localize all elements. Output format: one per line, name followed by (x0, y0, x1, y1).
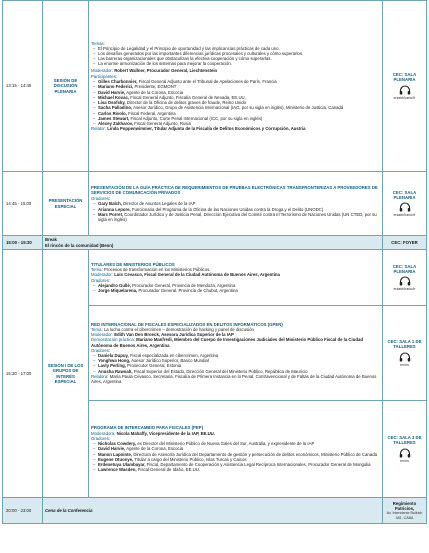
group-heading: TITULARES DE MINISTERIOS PÚBLICOS (91, 261, 175, 267)
themes-label: Temas: (91, 40, 105, 46)
participant-item: – Lisa Osofsky, Director de la Oficina de delitos graves de fraude, Reino Unido (91, 100, 380, 105)
headphones-icon (399, 448, 411, 458)
session-heading: PRESENTACIÓN DE LA GUÍA PRÁCTICA DE REQUERIMIENTOS DE PRUEBAS ELECTRÓNICAS TRANSFRONTERIZAS A PROVEEDORES DE SERVICIOS DE COMUNICACIÓN PRIVADOS (91, 184, 378, 195)
speaker-item: – Lawrence Wasden, Fiscal General de Idaho, EE.UU. (91, 467, 380, 472)
participant-item: – Michael Kovac, Fiscal General Adjunto, Fiscalía General de Nevada, EE.UU. (91, 95, 380, 100)
speaker-item: – Manon Lapointe, Directora de Asesoría Jurídica del Departamento de gestión y persecución de delitos económicos, Ministerio Público de Canadá (91, 452, 380, 457)
demo-line: Demostración práctica: Mariano Manfredi, Miembro del Cuerpo de Investigaciones Judiciales del Ministerio Público Fiscal de la Ciudad Autónoma de Buenos Aires, Argentina (91, 337, 363, 348)
group-content (89, 401, 383, 498)
moderator-line: Moderador: Edith Van Den Broeck, Asesora Jurídica Superior de la IAP (91, 332, 234, 338)
speaker-item: – Arianna Lepore, Funcionaria del Programa de la Oficina de las Naciones Unidas contra la Droga y el Delito (UNODC) (91, 207, 380, 212)
session-time: 15:30 - 17:00 (3, 250, 43, 498)
group-heading: RED INTERNACIONAL DE FISCALES ESPECIALIZADOS EN DELITOS INFORMÁTICOS (GPEN) (91, 321, 283, 327)
dinner-venue (383, 498, 427, 524)
group-content (89, 250, 383, 306)
room-languages: eniabt/hariu/fr (393, 213, 416, 218)
headphones-icon (399, 352, 411, 362)
room-languages: en/es (400, 362, 409, 367)
group-content (89, 306, 383, 401)
agenda-table (2, 0, 427, 524)
theme-item: – Las barreras organizacionales que obstaculizan la efectiva cooperación y cómo superarlas. (91, 56, 380, 61)
rapporteur-line: Relator: Linda Poppenwimmer, Titular Adjunta de la Fiscalía de Delitos Económicos y Corrupción, Austria (91, 126, 306, 132)
speakers-label: Oradores: (91, 277, 111, 283)
speaker-item: – Lavly Perling, Prosecutor General, Estonia (91, 363, 380, 368)
session-title: PRESENTACIÓN ESPECIAL (43, 172, 89, 236)
speaker-item: – David Harvie, Agente de la Corona, Escocia (91, 446, 380, 451)
break-time: 15:00 - 15:30 (3, 236, 43, 250)
venue-address: Av. Intendente Bullrich 481, CABA (386, 511, 423, 520)
room-languages: eniabt/hariu/fr (393, 287, 416, 292)
session-row-special (3, 172, 427, 236)
speaker-item: – Erdenetuya Ulambayar, Fiscal, Departamento de Cooperación y Asistencia Legal Recíproca Internacionales, Procurador General de Mongolia (91, 462, 380, 467)
moderator-line: Moderador: Robert Wallner, Procurador General, Liechtenstein (91, 67, 218, 73)
session-title: SESIÓN DE DISCUSIÓN PLENARIA (43, 1, 89, 172)
group-heading: PROGRAMA DE INTERCAMBIO PARA FISCALES (PEP) (91, 425, 204, 431)
moderator-line: Moderador: Luis Cevasco, Fiscal General de la Ciudad Autónoma de Buenos Aires, Argentina (91, 272, 280, 278)
participant-item: – James Stewart, Fiscal Adjunto, Corte Penal Internacional (ICC, por su sigla en inglés) (91, 116, 380, 121)
speakers-label: Oradores: (91, 196, 111, 202)
room-cell (383, 1, 427, 172)
theme-line: Tema: Procesos de transformación en los Ministerios Públicos. (91, 267, 211, 273)
room-cell (383, 172, 427, 236)
dinner-row (3, 498, 427, 524)
headphones-icon (399, 85, 411, 95)
headphones-icon (399, 202, 411, 212)
session-title: SESIÓN I DE LOS GRUPOS DE INTERÉS ESPECIAL (43, 250, 89, 498)
participant-item: – Carlos Rivolo, Fiscal Federal, Argentina (91, 111, 380, 116)
moderator-name: Robert Wallner, Procurador General, Liechtenstein (114, 67, 218, 73)
break-title: Break (45, 237, 57, 243)
participant-item: – Gilles Charbonnier, Fiscal General Adjunto ante el Tribunal de Apelaciones de París, Francia (91, 79, 380, 84)
speaker-item: – Gary Balch, Director de Asuntos Legales de la IAP (91, 201, 380, 206)
theme-item: – La enorme armonización de los sistemas para mejorar la cooperación. (91, 61, 380, 66)
rapporteur-line: Relatora: María Paula Cevasco, Secretaria, Fiscalía de Primera Instancia en lo Penal, Contravencional y de Faltas de la Ciudad Autónoma de Buenos Aires, Argentina (91, 373, 377, 385)
break-row (3, 236, 427, 250)
session-content (89, 172, 383, 236)
room-cell (383, 306, 427, 401)
room-languages: en/es (400, 458, 409, 463)
speaker-item: – Marc Porret, Coordinador Jurídico y de Justicia Penal, Dirección Ejecutiva del Comité contra el Terrorismo de Naciones Unidas (UN CTED, por su sigla en inglés) (91, 212, 380, 222)
speaker-item: – Alejandro Gullé, Procurador General, Provincia de Mendoza, Argentina (91, 283, 380, 288)
theme-item: – El Principio de Legalidad y el Principio de oportunidad y las implicancias prácticas de cada uno. (91, 46, 380, 51)
participant-item: – Mariano Federici, Presidente, EGMONT (91, 84, 380, 89)
session-row-plenary (3, 1, 427, 172)
room-name: CEC: SALA 1 DE TALLERES (387, 339, 422, 350)
theme-item: – Los desafíos generados por las importantes diferencias jurídicas procesales y culturales y cómo superarlos. (91, 51, 380, 56)
participant-item: – David Harvie, Agente de la Corona, Escocia (91, 90, 380, 95)
room-cell (383, 250, 427, 306)
session-time: 14:45 - 15:00 (3, 172, 43, 236)
theme-line: Tema: La lucha contra el cibercrimen – demostración de hacking y panel de discusión (91, 326, 254, 332)
room-name: CEC: SALA PLENARIA (392, 189, 417, 200)
speaker-item: – Anusha Rawoah, Fiscal Superior del Estado, Dirección General del Ministerio Público, República de Mauricio (91, 369, 380, 374)
headphones-icon (399, 276, 411, 286)
room-name: CEC: SALA 3 DE TALLERES (387, 435, 422, 446)
room-cell (383, 401, 427, 498)
session-time: 13:15 - 14:45 (3, 1, 43, 172)
speaker-item: – Daniela Dupuy, Fiscal especializada en cibercrimen, Argentina (91, 353, 380, 358)
break-content (43, 236, 383, 250)
speakers-label: Oradores: (91, 435, 111, 441)
break-room: CEC: FOYER (383, 236, 427, 250)
room-name: CEC: SALA PLENARIA (392, 263, 417, 274)
break-subtitle: El rincón de la comunidad (Benn) (45, 242, 114, 248)
speaker-item: – Nicholas Cowdery, ex Director del Ministerio Público de Nueva Gales del Sur, Australia, y expresidente de la IAP (91, 441, 380, 446)
room-languages: eniabt/hariu/fr (393, 95, 416, 100)
participant-item: – Alexey Zakharov, Fiscal General Adjunto, Rusia (91, 121, 380, 126)
speaker-item: – Jorge Miquelarena, Procurador General, Provincia de Chubut, Argentina (91, 288, 380, 293)
participant-item: – Sacha Palladino, Asesor Jurídico, Grupo de Asistencia Internacional (IAG, por su sigla en inglés), Ministerio de Justicia, Canadá (91, 105, 380, 110)
dinner-title: Cena de la Conferencia (43, 498, 383, 524)
room-name: CEC: SALA PLENARIA (392, 72, 417, 83)
session-content (89, 1, 383, 172)
participants-label: Participantes: (91, 73, 118, 79)
speakers-label: Oradores: (91, 347, 111, 353)
venue-name: Regimiento Patricios, (392, 500, 417, 512)
session-row-group-a (3, 250, 427, 306)
speaker-item: – Yonghwa Hong, Asesor Jurídico Superior, Banco Mundial (91, 358, 380, 363)
dinner-time: 20:00 - 23:00 (3, 498, 43, 524)
moderator-line: Moderadora: Nicola Mahaffy, Vicepresidente de la IAP, EE.UU. (91, 430, 215, 436)
speaker-item: – Eugene Otuonye, Titular a cargo del Ministerio Público, Islas Turcas y Caicos (91, 457, 380, 462)
